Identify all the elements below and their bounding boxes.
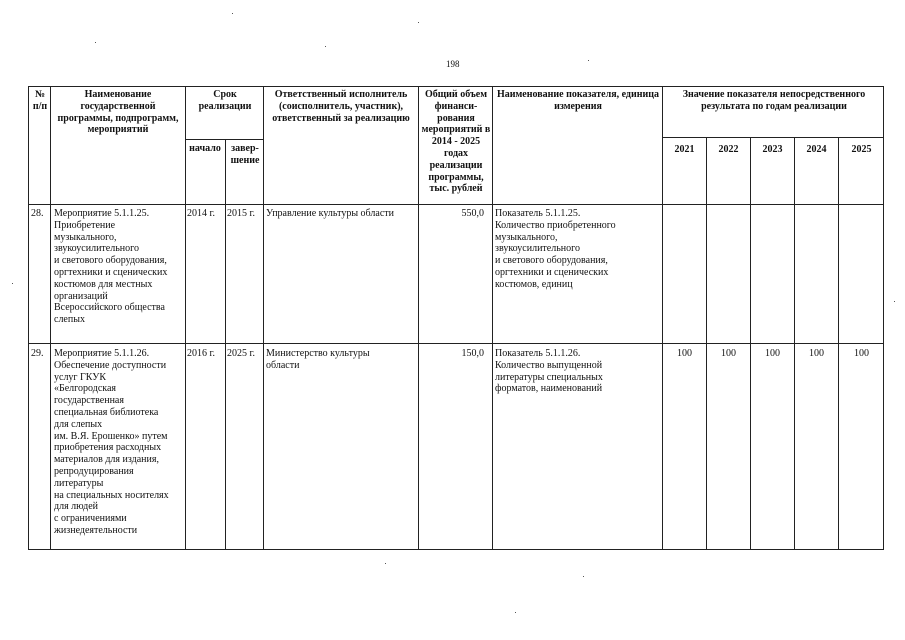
header-year: 2022 <box>718 144 739 155</box>
header-year: 2021 <box>674 144 695 155</box>
scan-speck <box>583 576 584 577</box>
scan-speck <box>385 563 386 564</box>
row-start: 2014 г. <box>187 208 215 219</box>
header-volume: Общий объем финанси-рования мероприятий в 2014 - 2025 годах реализации программы, тыс. рублей <box>421 89 491 195</box>
col-line <box>662 87 663 550</box>
col-line <box>225 139 226 550</box>
col-line <box>185 87 186 550</box>
row-name: Мероприятие 5.1.1.25. Приобретение музыкального, звукоусилительного и светового оборудования, оргтехники и сценических костюмов для местных организаций Всероссийского общества слепых <box>54 208 168 326</box>
header-term: Срок реализации <box>198 89 252 112</box>
scan-speck <box>232 13 233 14</box>
col-line <box>706 137 707 550</box>
row-num: 29. <box>31 348 44 359</box>
scan-speck <box>95 42 96 43</box>
header-year: 2023 <box>762 144 783 155</box>
scan-speck <box>325 46 326 47</box>
header-name: Наименование государственной программы, подпрограмм, мероприятий <box>57 89 179 136</box>
row-end: 2015 г. <box>227 208 255 219</box>
page-number: 198 <box>446 59 460 69</box>
col-line <box>418 87 419 550</box>
row-executor: Министерство культуры области <box>266 348 370 371</box>
col-line <box>838 137 839 550</box>
scan-speck <box>588 60 589 61</box>
col-line <box>263 87 264 550</box>
scan-speck <box>515 612 516 613</box>
row-volume: 150,0 <box>461 348 484 359</box>
row-value: 100 <box>677 348 692 359</box>
row-name: Мероприятие 5.1.1.26. Обеспечение доступности услуг ГКУК «Белгородская государственная специальная библиотека для слепых им. В.Я. Ерошенко» путем приобретения расходных материалов для издания, репродуцирования литературы на специальных носителях для людей с ограничениями жизнедеятельности <box>54 348 169 536</box>
header-bottom-line <box>29 204 884 205</box>
header-values-title: Значение показателя непосредственного результата по годам реализации <box>682 89 866 112</box>
scan-speck <box>894 301 895 302</box>
header-executor: Ответственный исполнитель (соисполнитель, участник), ответственный за реализацию <box>272 89 410 124</box>
header-year: 2025 <box>851 144 872 155</box>
row-num: 28. <box>31 208 44 219</box>
header-num: № п/п <box>32 89 48 112</box>
row-value: 100 <box>721 348 736 359</box>
col-line <box>50 87 51 550</box>
header-indicator: Наименование показателя, единица измерения <box>496 89 660 112</box>
data-table <box>28 86 884 550</box>
header-year: 2024 <box>806 144 827 155</box>
row-executor: Управление культуры области <box>266 208 394 219</box>
col-line <box>794 137 795 550</box>
row-indicator: Показатель 5.1.1.26. Количество выпущенной литературы специальных форматов, наименований <box>495 348 603 395</box>
header-term-end: завер-шение <box>230 143 260 166</box>
row-value: 100 <box>765 348 780 359</box>
row-value: 100 <box>809 348 824 359</box>
row-indicator: Показатель 5.1.1.25. Количество приобретенного музыкального, звукоусилительного и светового оборудования, оргтехники и сценических костюмов, единиц <box>495 208 616 290</box>
col-line <box>492 87 493 550</box>
term-header-divider <box>185 139 263 140</box>
scan-speck <box>12 283 13 284</box>
row-end: 2025 г. <box>227 348 255 359</box>
years-header-divider <box>662 137 884 138</box>
col-line <box>750 137 751 550</box>
header-term-start: начало <box>189 143 221 154</box>
row-divider <box>29 343 884 344</box>
scan-speck <box>418 22 419 23</box>
row-volume: 550,0 <box>461 208 484 219</box>
row-start: 2016 г. <box>187 348 215 359</box>
row-value: 100 <box>854 348 869 359</box>
